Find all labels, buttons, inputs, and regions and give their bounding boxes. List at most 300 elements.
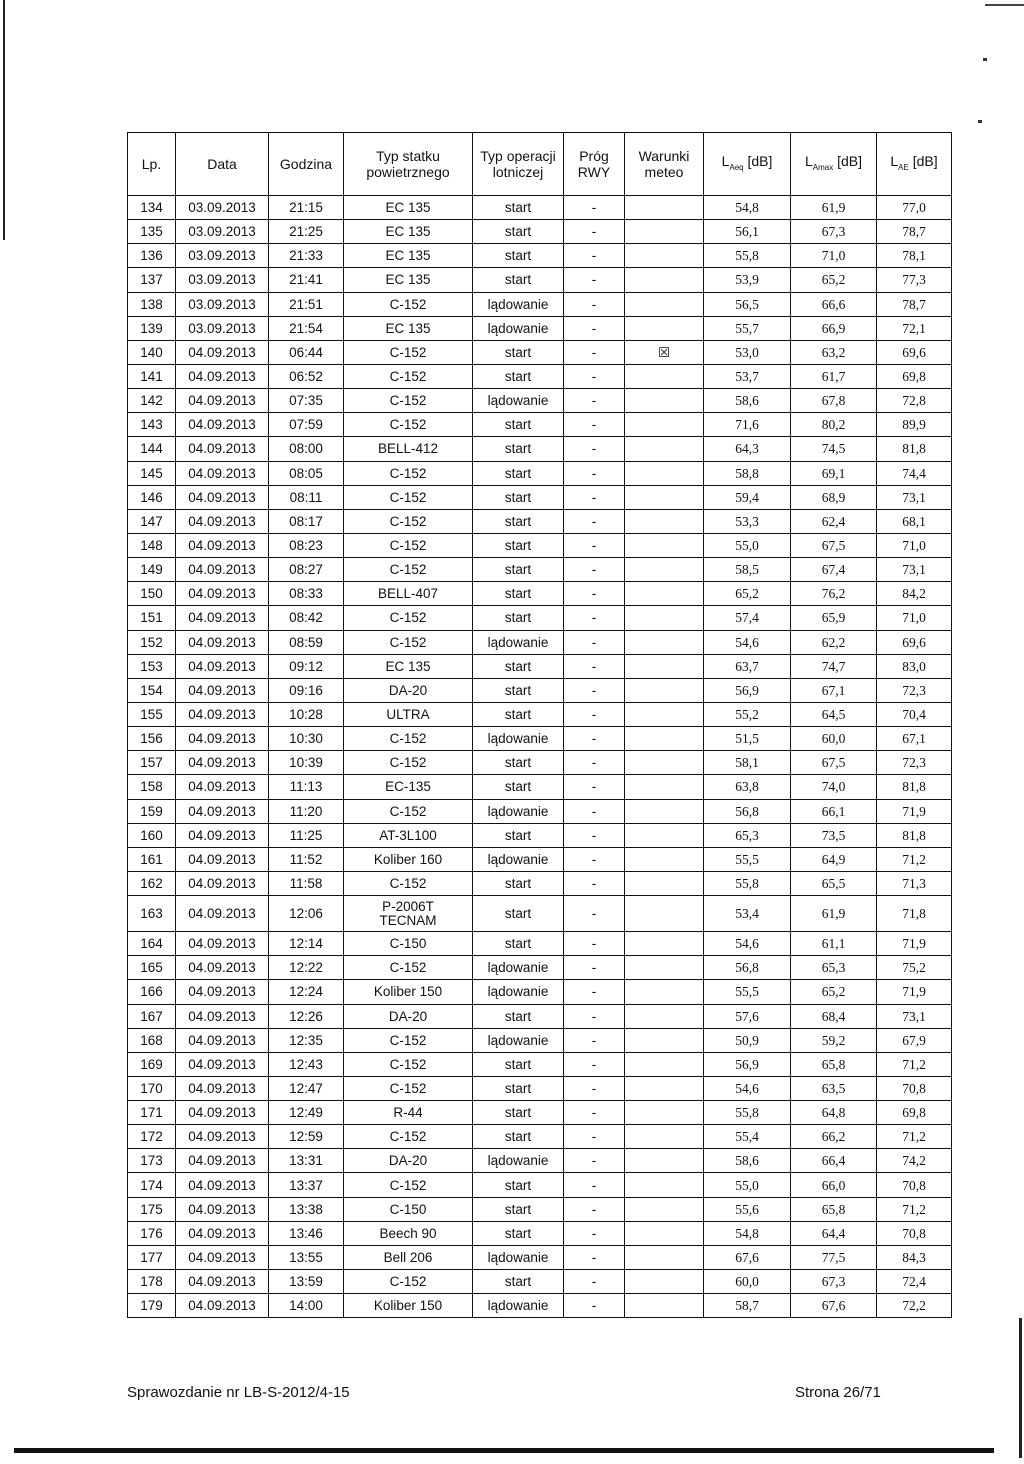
cell-lp: 149 [128,558,176,582]
cell-laeq: 54,6 [704,630,791,654]
cell-date: 04.09.2013 [176,1221,269,1245]
cell-date: 04.09.2013 [176,606,269,630]
cell-lae: 72,3 [877,751,952,775]
cell-lp: 137 [128,268,176,292]
cell-time: 07:35 [269,389,344,413]
table-row [128,847,952,871]
cell-lamax: 71,0 [791,244,877,268]
cell-weather [625,751,704,775]
scan-edge-left [3,0,5,240]
table-row [128,956,952,980]
cell-date: 03.09.2013 [176,196,269,220]
cell-time: 14:00 [269,1294,344,1318]
cell-lp: 150 [128,582,176,606]
cell-lp: 168 [128,1028,176,1052]
cell-laeq: 55,8 [704,244,791,268]
cell-time: 12:43 [269,1052,344,1076]
cell-time: 13:46 [269,1221,344,1245]
table-row [128,292,952,316]
cell-lamax: 62,2 [791,630,877,654]
cell-lae: 81,8 [877,775,952,799]
cell-lp: 176 [128,1221,176,1245]
cell-date: 04.09.2013 [176,413,269,437]
cell-laeq: 63,8 [704,775,791,799]
cell-lamax: 61,9 [791,896,877,932]
cell-runway-threshold: - [564,268,625,292]
cell-runway-threshold: - [564,956,625,980]
cell-lp: 154 [128,678,176,702]
cell-laeq: 58,1 [704,751,791,775]
table-row [128,220,952,244]
cell-runway-threshold: - [564,727,625,751]
cell-runway-threshold: - [564,896,625,932]
cell-lamax: 64,5 [791,702,877,726]
cell-weather [625,956,704,980]
cell-aircraft-type: C-152 [344,389,473,413]
cell-aircraft-type: C-152 [344,509,473,533]
cell-lae: 77,3 [877,268,952,292]
cell-runway-threshold: - [564,413,625,437]
cell-laeq: 55,8 [704,1101,791,1125]
cell-lamax: 63,2 [791,340,877,364]
cell-lae: 71,0 [877,533,952,557]
cell-date: 04.09.2013 [176,630,269,654]
cell-aircraft-type: DA-20 [344,678,473,702]
cell-laeq: 65,3 [704,823,791,847]
cell-lp: 140 [128,340,176,364]
cell-aircraft-type: EC 135 [344,654,473,678]
cell-weather: ☒ [625,340,704,364]
cell-laeq: 56,5 [704,292,791,316]
cell-laeq: 53,4 [704,896,791,932]
cell-time: 08:00 [269,437,344,461]
cell-aircraft-type: C-152 [344,1173,473,1197]
cell-lamax: 62,4 [791,509,877,533]
cell-aircraft-type: C-152 [344,292,473,316]
table-row [128,533,952,557]
cell-time: 12:47 [269,1076,344,1100]
cell-laeq: 58,7 [704,1294,791,1318]
cell-weather [625,1197,704,1221]
table-row [128,702,952,726]
cell-laeq: 54,8 [704,196,791,220]
cell-aircraft-type: DA-20 [344,1149,473,1173]
table-row [128,980,952,1004]
cell-aircraft-type: C-152 [344,871,473,895]
header-lamax: $L_{Amax}$ [dB] [791,133,877,196]
cell-laeq: 55,5 [704,980,791,1004]
cell-lae: 74,2 [877,1149,952,1173]
cell-aircraft-type: C-150 [344,1197,473,1221]
cell-lae: 89,9 [877,413,952,437]
cell-lae: 81,8 [877,437,952,461]
cell-lae: 71,9 [877,980,952,1004]
cell-laeq: 55,5 [704,847,791,871]
cell-runway-threshold: - [564,1149,625,1173]
cell-lamax: 66,9 [791,316,877,340]
cell-laeq: 56,9 [704,1052,791,1076]
cell-aircraft-type: C-152 [344,461,473,485]
cell-weather [625,220,704,244]
table-row [128,871,952,895]
cell-lamax: 69,1 [791,461,877,485]
cell-weather [625,558,704,582]
cell-lamax: 66,6 [791,292,877,316]
cell-weather [625,775,704,799]
page-number: Strona 26/71 [795,1384,881,1401]
cell-runway-threshold: - [564,437,625,461]
cell-date: 04.09.2013 [176,799,269,823]
cell-date: 03.09.2013 [176,220,269,244]
cell-time: 08:27 [269,558,344,582]
cell-lamax: 74,0 [791,775,877,799]
cell-operation-type: start [473,654,564,678]
cell-lae: 71,9 [877,932,952,956]
cell-date: 04.09.2013 [176,461,269,485]
cell-operation-type: start [473,678,564,702]
cell-weather [625,1004,704,1028]
cell-weather [625,606,704,630]
cell-laeq: 56,8 [704,799,791,823]
cell-lp: 152 [128,630,176,654]
cell-lamax: 66,4 [791,1149,877,1173]
cell-weather [625,702,704,726]
cell-lp: 155 [128,702,176,726]
scan-edge-right [1019,1318,1022,1458]
cell-weather [625,630,704,654]
cell-operation-type: lądowanie [473,292,564,316]
header-laeq: $L_{Aeq}$ [dB] [704,133,791,196]
cell-lp: 159 [128,799,176,823]
cell-aircraft-type: C-152 [344,727,473,751]
cell-time: 11:58 [269,871,344,895]
cell-runway-threshold: - [564,292,625,316]
cell-lae: 84,3 [877,1245,952,1269]
cell-time: 12:35 [269,1028,344,1052]
cell-weather [625,1294,704,1318]
cell-runway-threshold: - [564,678,625,702]
cell-runway-threshold: - [564,196,625,220]
cell-lp: 135 [128,220,176,244]
cell-aircraft-type: C-152 [344,413,473,437]
cell-operation-type: start [473,871,564,895]
table-row [128,485,952,509]
cell-lamax: 67,8 [791,389,877,413]
cell-date: 04.09.2013 [176,678,269,702]
cell-weather [625,582,704,606]
cell-time: 13:38 [269,1197,344,1221]
table-row [128,1197,952,1221]
cell-lamax: 68,9 [791,485,877,509]
cell-operation-type: lądowanie [473,630,564,654]
cell-operation-type: start [473,1101,564,1125]
cell-lp: 141 [128,364,176,388]
cell-lae: 71,8 [877,896,952,932]
cell-lp: 144 [128,437,176,461]
cell-weather [625,1052,704,1076]
cell-runway-threshold: - [564,1245,625,1269]
cell-runway-threshold: - [564,1294,625,1318]
cell-lp: 139 [128,316,176,340]
cell-weather [625,1125,704,1149]
cell-weather [625,413,704,437]
cell-operation-type: start [473,702,564,726]
cell-date: 04.09.2013 [176,1052,269,1076]
cell-weather [625,389,704,413]
cell-runway-threshold: - [564,582,625,606]
cell-weather [625,485,704,509]
cell-laeq: 53,9 [704,268,791,292]
cell-lp: 134 [128,196,176,220]
cell-date: 04.09.2013 [176,751,269,775]
cell-lamax: 61,9 [791,196,877,220]
cell-time: 12:14 [269,932,344,956]
cell-aircraft-type: DA-20 [344,1004,473,1028]
cell-date: 04.09.2013 [176,932,269,956]
cell-lp: 167 [128,1004,176,1028]
cell-operation-type: start [473,1004,564,1028]
cell-time: 21:33 [269,244,344,268]
cell-lae: 71,0 [877,606,952,630]
cell-lp: 136 [128,244,176,268]
cell-lamax: 65,8 [791,1052,877,1076]
cell-aircraft-type: BELL-412 [344,437,473,461]
cell-laeq: 56,9 [704,678,791,702]
cell-operation-type: start [473,509,564,533]
cell-time: 09:12 [269,654,344,678]
cell-lae: 68,1 [877,509,952,533]
cell-laeq: 50,9 [704,1028,791,1052]
cell-lamax: 63,5 [791,1076,877,1100]
scan-edge-top [985,4,1024,6]
cell-time: 13:59 [269,1270,344,1294]
cell-time: 11:25 [269,823,344,847]
cell-laeq: 57,6 [704,1004,791,1028]
cell-time: 12:49 [269,1101,344,1125]
cell-time: 08:42 [269,606,344,630]
cell-lp: 165 [128,956,176,980]
cell-lae: 67,1 [877,727,952,751]
cell-date: 04.09.2013 [176,1101,269,1125]
cell-runway-threshold: - [564,485,625,509]
cell-operation-type: lądowanie [473,799,564,823]
cell-lp: 162 [128,871,176,895]
cell-date: 04.09.2013 [176,1028,269,1052]
scan-speck [983,58,987,61]
cell-laeq: 71,6 [704,413,791,437]
cell-lamax: 65,3 [791,956,877,980]
cell-time: 21:51 [269,292,344,316]
cell-operation-type: lądowanie [473,1294,564,1318]
cell-lp: 163 [128,896,176,932]
cell-weather [625,533,704,557]
cell-time: 21:25 [269,220,344,244]
cell-lamax: 74,5 [791,437,877,461]
cell-runway-threshold: - [564,775,625,799]
cell-runway-threshold: - [564,340,625,364]
cell-runway-threshold: - [564,932,625,956]
cell-operation-type: start [473,1173,564,1197]
cell-time: 08:11 [269,485,344,509]
table-row [128,389,952,413]
table-row [128,1004,952,1028]
cell-lamax: 73,5 [791,823,877,847]
table-row [128,1270,952,1294]
cell-aircraft-type: C-152 [344,533,473,557]
cell-lamax: 66,1 [791,799,877,823]
cell-operation-type: start [473,533,564,557]
cell-weather [625,847,704,871]
header-weather: Warunki meteo [625,133,704,196]
cell-time: 11:13 [269,775,344,799]
cell-lae: 75,2 [877,956,952,980]
cell-lp: 153 [128,654,176,678]
cell-time: 12:22 [269,956,344,980]
cell-operation-type: lądowanie [473,316,564,340]
cell-operation-type: start [473,196,564,220]
cell-weather [625,823,704,847]
cell-lp: 169 [128,1052,176,1076]
cell-date: 04.09.2013 [176,1004,269,1028]
cell-laeq: 58,5 [704,558,791,582]
table-row [128,1125,952,1149]
cell-runway-threshold: - [564,980,625,1004]
cell-lp: 156 [128,727,176,751]
cell-date: 04.09.2013 [176,558,269,582]
cell-lae: 73,1 [877,485,952,509]
cell-runway-threshold: - [564,654,625,678]
cell-time: 08:17 [269,509,344,533]
cell-time: 08:05 [269,461,344,485]
cell-weather [625,1270,704,1294]
cell-lp: 142 [128,389,176,413]
cell-operation-type: lądowanie [473,956,564,980]
cell-laeq: 58,6 [704,389,791,413]
table-row [128,196,952,220]
cell-date: 04.09.2013 [176,1173,269,1197]
table-row [128,1052,952,1076]
cell-operation-type: start [473,582,564,606]
cell-time: 11:20 [269,799,344,823]
cell-time: 07:59 [269,413,344,437]
cell-lp: 170 [128,1076,176,1100]
cell-runway-threshold: - [564,823,625,847]
cell-lp: 178 [128,1270,176,1294]
cell-operation-type: start [473,775,564,799]
cell-lp: 160 [128,823,176,847]
table-row [128,1294,952,1318]
cell-lae: 71,9 [877,799,952,823]
cell-lp: 146 [128,485,176,509]
cell-lp: 161 [128,847,176,871]
report-number: Sprawozdanie nr LB-S-2012/4-15 [127,1384,350,1401]
cell-weather [625,196,704,220]
cell-laeq: 56,1 [704,220,791,244]
cell-operation-type: lądowanie [473,847,564,871]
table-row [128,751,952,775]
cell-lp: 164 [128,932,176,956]
cell-operation-type: start [473,437,564,461]
cell-lae: 72,4 [877,1270,952,1294]
cell-time: 12:26 [269,1004,344,1028]
cell-runway-threshold: - [564,220,625,244]
cell-laeq: 55,8 [704,871,791,895]
cell-lae: 69,8 [877,1101,952,1125]
cell-date: 03.09.2013 [176,244,269,268]
cell-aircraft-type: P-2006T TECNAM [344,896,473,932]
cell-operation-type: start [473,1197,564,1221]
table-row [128,364,952,388]
cell-weather [625,364,704,388]
cell-laeq: 53,0 [704,340,791,364]
table-row [128,1221,952,1245]
cell-runway-threshold: - [564,702,625,726]
cell-runway-threshold: - [564,1076,625,1100]
cell-runway-threshold: - [564,533,625,557]
cell-time: 13:55 [269,1245,344,1269]
cell-date: 04.09.2013 [176,437,269,461]
cell-laeq: 56,8 [704,956,791,980]
cell-operation-type: start [473,896,564,932]
cell-lae: 71,2 [877,847,952,871]
cell-time: 12:59 [269,1125,344,1149]
cell-date: 04.09.2013 [176,1125,269,1149]
cell-lp: 145 [128,461,176,485]
cell-weather [625,509,704,533]
cell-time: 21:41 [269,268,344,292]
cell-operation-type: start [473,220,564,244]
cell-operation-type: start [473,1125,564,1149]
cell-weather [625,1149,704,1173]
cell-weather [625,461,704,485]
header-lp: Lp. [128,133,176,196]
cell-weather [625,1101,704,1125]
cell-date: 04.09.2013 [176,1197,269,1221]
table-row [128,775,952,799]
cell-lamax: 77,5 [791,1245,877,1269]
cell-lp: 172 [128,1125,176,1149]
table-row [128,1101,952,1125]
cell-aircraft-type: EC 135 [344,316,473,340]
cell-lae: 72,8 [877,389,952,413]
cell-date: 04.09.2013 [176,980,269,1004]
cell-weather [625,1221,704,1245]
cell-time: 21:15 [269,196,344,220]
header-time: Godzina [269,133,344,196]
cell-aircraft-type: EC 135 [344,268,473,292]
cell-lamax: 64,9 [791,847,877,871]
cell-aircraft-type: Koliber 150 [344,1294,473,1318]
cell-laeq: 54,6 [704,932,791,956]
cell-aircraft-type: EC 135 [344,220,473,244]
cell-time: 10:39 [269,751,344,775]
cell-aircraft-type: EC 135 [344,196,473,220]
cell-operation-type: start [473,268,564,292]
cell-laeq: 57,4 [704,606,791,630]
cell-weather [625,932,704,956]
cell-date: 04.09.2013 [176,389,269,413]
table-row [128,1173,952,1197]
cell-operation-type: start [473,1221,564,1245]
cell-lamax: 66,2 [791,1125,877,1149]
cell-aircraft-type: BELL-407 [344,582,473,606]
cell-operation-type: start [473,932,564,956]
cell-laeq: 55,0 [704,533,791,557]
cell-lamax: 67,3 [791,1270,877,1294]
cell-aircraft-type: C-152 [344,799,473,823]
cell-lp: 174 [128,1173,176,1197]
cell-runway-threshold: - [564,1173,625,1197]
